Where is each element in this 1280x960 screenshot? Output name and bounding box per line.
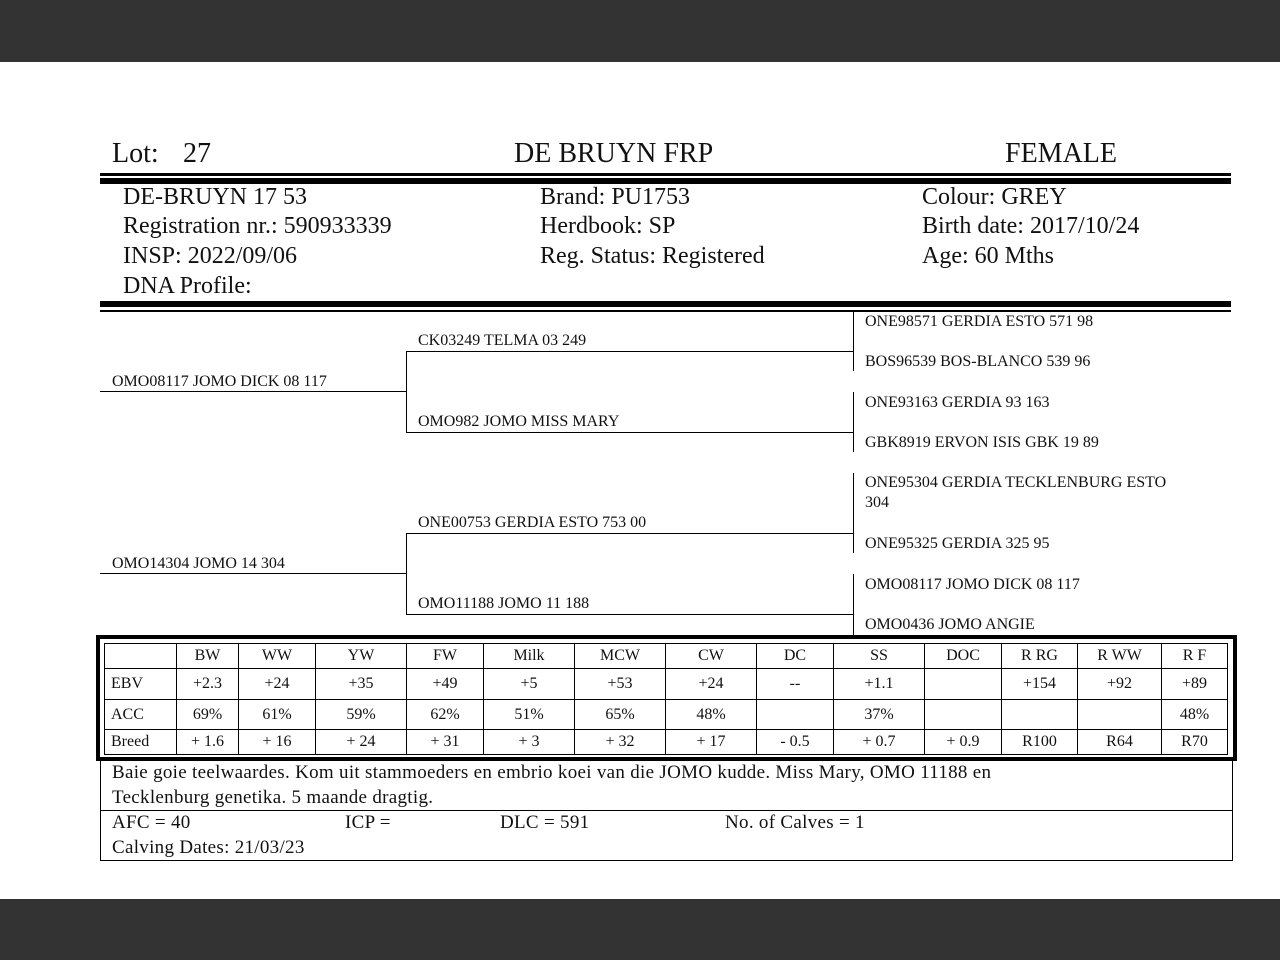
birth-date: Birth date: 2017/10/24 (922, 213, 1140, 239)
ebv-header-cell: CW (666, 644, 757, 669)
pedigree-sire-sire: CK03249 TELMA 03 249 (418, 332, 587, 349)
acc-cell: 65% (575, 700, 666, 730)
breed-cell: + 31 (407, 730, 484, 755)
acc-cell: 48% (666, 700, 757, 730)
ped-bracket-dam (406, 533, 407, 614)
reg-status: Reg. Status: Registered (540, 243, 765, 269)
pedigree-ggp-wrap: 304 (865, 494, 889, 511)
acc-cell (925, 700, 1002, 730)
ped-bracket-sd (853, 392, 854, 452)
acc-cell (757, 700, 834, 730)
acc-cell: 62% (407, 700, 484, 730)
breed-cell: + 1.6 (177, 730, 239, 755)
ebv-cell: +24 (666, 669, 757, 700)
acc-cell: 61% (239, 700, 316, 730)
ped-bracket-sire (406, 351, 407, 432)
ebv-header-cell (105, 644, 177, 669)
bottom-dark-bar (0, 899, 1280, 960)
pedigree-ggp: BOS96539 BOS-BLANCO 539 96 (865, 353, 1091, 370)
pedigree-dam-sire: ONE00753 GERDIA ESTO 753 00 (418, 514, 647, 531)
icp-value: ICP = (345, 812, 391, 833)
ebv-cell (925, 669, 1002, 700)
ped-line-dam (100, 573, 406, 574)
ebv-cell: +5 (484, 669, 575, 700)
breed-cell: + 17 (666, 730, 757, 755)
breed-cell: + 24 (316, 730, 407, 755)
ebv-cell: +1.1 (834, 669, 925, 700)
ebv-cell: +53 (575, 669, 666, 700)
ped-line-sire-dam (406, 432, 853, 433)
acc-cell: 69% (177, 700, 239, 730)
ped-bracket-dd (853, 574, 854, 636)
pedigree-ggp: OMO08117 JOMO DICK 08 117 (865, 576, 1080, 593)
ped-line-sire (100, 391, 406, 392)
breed-cell: + 0.9 (925, 730, 1002, 755)
acc-row-label: ACC (105, 700, 177, 730)
animal-name: DE-BRUYN 17 53 (123, 184, 307, 210)
breed-cell: + 32 (575, 730, 666, 755)
pedigree-dam-dam: OMO11188 JOMO 11 188 (418, 595, 590, 612)
afc-value: AFC = 40 (112, 812, 191, 833)
age: Age: 60 Mths (922, 243, 1054, 269)
info-rule-thick (100, 301, 1231, 307)
ebv-header-cell: R WW (1078, 644, 1162, 669)
breed-cell: R100 (1002, 730, 1078, 755)
ebv-header-cell: DC (757, 644, 834, 669)
ebv-table (104, 643, 1228, 755)
breeder-name: DE BRUYN FRP (514, 138, 714, 169)
ebv-row-label: EBV (105, 669, 177, 700)
header-rule-thin (100, 173, 1231, 176)
breed-row-label: Breed (105, 730, 177, 755)
colour: Colour: GREY (922, 184, 1067, 210)
ebv-header-cell: SS (834, 644, 925, 669)
dna-profile: DNA Profile: (123, 273, 252, 299)
calves-count: No. of Calves = 1 (725, 812, 865, 833)
pedigree-ggp: OMO0436 JOMO ANGIE (865, 616, 1035, 633)
ebv-cell: +24 (239, 669, 316, 700)
top-dark-bar (0, 0, 1280, 62)
ebv-header-cell: DOC (925, 644, 1002, 669)
remarks-line-2: Tecklenburg genetika. 5 maande dragtig. (112, 787, 434, 808)
ebv-header-cell: BW (177, 644, 239, 669)
info-rule-thin (100, 310, 1231, 312)
dlc-value: DLC = 591 (500, 812, 590, 833)
ebv-cell: +92 (1078, 669, 1162, 700)
acc-cell (1002, 700, 1078, 730)
breed-cell: + 16 (239, 730, 316, 755)
ebv-header-cell: WW (239, 644, 316, 669)
pedigree-dam: OMO14304 JOMO 14 304 (112, 555, 285, 572)
breed-cell: - 0.5 (757, 730, 834, 755)
sex-label: FEMALE (1005, 138, 1117, 169)
ebv-cell: +35 (316, 669, 407, 700)
pedigree-ggp: ONE93163 GERDIA 93 163 (865, 394, 1050, 411)
acc-cell: 51% (484, 700, 575, 730)
pedigree-ggp: ONE98571 GERDIA ESTO 571 98 (865, 313, 1094, 330)
acc-cell: 48% (1162, 700, 1228, 730)
ped-line-sire-sire (406, 351, 853, 352)
ebv-cell: +89 (1162, 669, 1228, 700)
ebv-header-cell: MCW (575, 644, 666, 669)
registration-number: Registration nr.: 590933339 (123, 213, 392, 239)
acc-cell: 59% (316, 700, 407, 730)
ebv-header-cell: R RG (1002, 644, 1078, 669)
ped-bracket-ds (853, 473, 854, 553)
lot-number: 27 (183, 138, 211, 169)
breed-cell: R64 (1078, 730, 1162, 755)
pedigree-ggp: ONE95304 GERDIA TECKLENBURG ESTO (865, 474, 1167, 491)
acc-cell (1078, 700, 1162, 730)
ebv-cell: +2.3 (177, 669, 239, 700)
breed-cell: R70 (1162, 730, 1228, 755)
ebv-cell: -- (757, 669, 834, 700)
pedigree-sire-dam: OMO982 JOMO MISS MARY (418, 413, 620, 430)
pedigree-ggp: GBK8919 ERVON ISIS GBK 19 89 (865, 434, 1099, 451)
pedigree-sire: OMO08117 JOMO DICK 08 117 (112, 373, 327, 390)
ebv-header-cell: YW (316, 644, 407, 669)
ped-line-dam-dam (406, 614, 853, 615)
inspection-date: INSP: 2022/09/06 (123, 243, 298, 269)
herdbook: Herdbook: SP (540, 213, 676, 239)
ebv-cell: +154 (1002, 669, 1078, 700)
calving-dates: Calving Dates: 21/03/23 (112, 837, 305, 858)
ebv-header-cell: Milk (484, 644, 575, 669)
ebv-header-cell: R F (1162, 644, 1228, 669)
ped-line-dam-sire (406, 533, 853, 534)
remarks-line-1: Baie goie teelwaardes. Kom uit stammoeders en embrio koei van die JOMO kudde. Miss Mary, OMO 11188 en (112, 762, 992, 783)
acc-cell: 37% (834, 700, 925, 730)
pedigree-ggp: ONE95325 GERDIA 325 95 (865, 535, 1050, 552)
ebv-header-cell: FW (407, 644, 484, 669)
lot-label: Lot: (112, 138, 159, 169)
ebv-cell: +49 (407, 669, 484, 700)
brand: Brand: PU1753 (540, 184, 690, 210)
ped-bracket-ss (853, 311, 854, 371)
breed-cell: + 0.7 (834, 730, 925, 755)
breed-cell: + 3 (484, 730, 575, 755)
